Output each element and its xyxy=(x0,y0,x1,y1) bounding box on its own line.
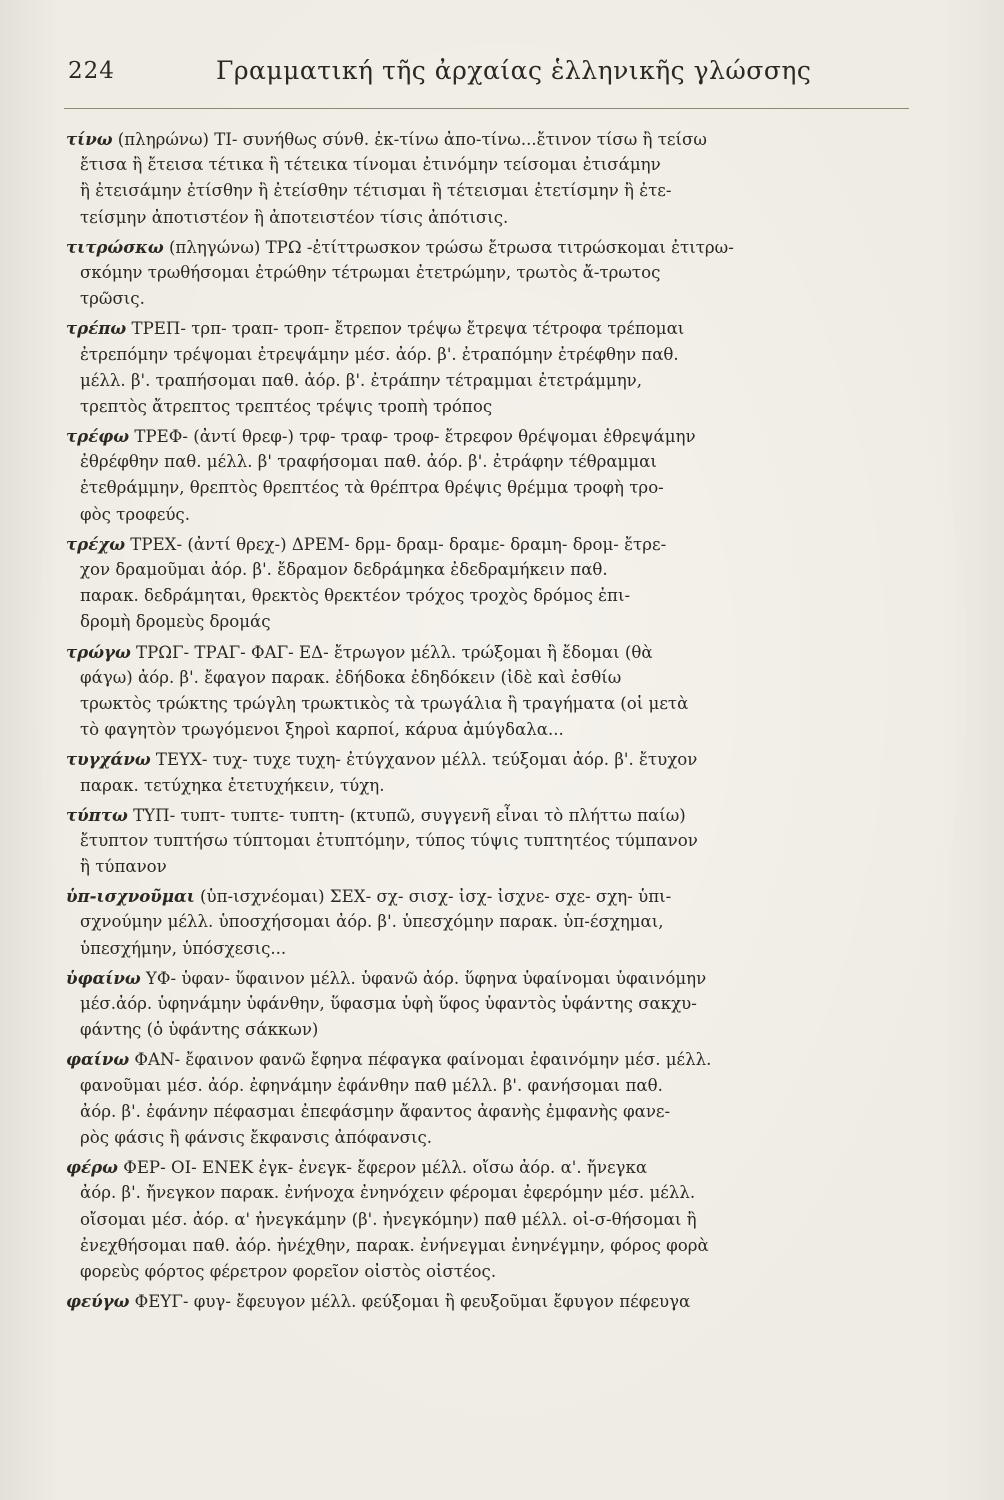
entry-fero xyxy=(66,1154,904,1285)
entry-line: δρομὴ δρομεὺς δρομάς xyxy=(80,612,271,632)
entry-typto xyxy=(66,802,904,881)
entry-line: ΤΡΕΠ- τρπ- τραπ- τροπ- ἔτρεπον τρέψω ἔτρεψα τέτροφα τρέπομαι xyxy=(131,319,685,339)
entry-line: (πληρώνω) ΤΙ- συνήθως σύνθ. ἐκ-τίνω ἀπο-τίνω...ἔτινον τίσω ἢ τείσω xyxy=(117,130,707,149)
entry-headword: τιτρώσκω xyxy=(66,236,164,257)
entry-line: μέσ.ἀόρ. ὑφηνάμην ὑφάνθην, ὕφασμα ὑφὴ ὕφος ὑφαντὸς ὑφάντης σακχυ- xyxy=(80,994,697,1013)
page-header xyxy=(68,56,898,102)
entry-line: τρῶσις. xyxy=(80,289,145,309)
entry-line: ΤΡΕΧ- (ἀντί θρεχ-) ΔΡΕΜ- δρμ- δραμ- δραμε- δραμη- δρομ- ἔτρε- xyxy=(130,534,667,554)
entry-line: ὑπεσχήμην, ὑπόσχεσις... xyxy=(80,938,287,958)
entry-headword: τύπτω xyxy=(66,804,128,825)
entry-line: (πληγώνω) ΤΡΩ -ἐτίττρωσκον τρώσω ἔτρωσα τιτρώσκομαι ἐτιτρω- xyxy=(168,237,734,257)
entry-yfaino xyxy=(66,965,904,1044)
entry-trefo xyxy=(66,423,904,528)
entry-line: παρακ. τετύχηκα ἐτετυχήκειν, τύχη. xyxy=(80,775,385,795)
entry-headword: τυγχάνω xyxy=(66,749,151,770)
entry-line: ἔτυπτον τυπτήσω τύπτομαι ἐτυπτόμην, τύπος τύψις τυπτητέος τύμπανον xyxy=(80,830,698,850)
entry-line: ἐθρέφθην παθ. μέλλ. β' τραφήσομαι παθ. ἀόρ. β'. ἐτράφην τέθραμμαι xyxy=(80,452,657,472)
entry-line: ἢ ἐτεισάμην ἐτίσθην ἢ ἐτείσθην τέτισμαι ἢ τέτεισμαι ἐτετίσμην ἢ ἐτε- xyxy=(80,181,672,201)
entry-headword: φαίνω xyxy=(66,1049,130,1070)
entry-headword: τρέπω xyxy=(66,318,127,339)
entry-line: τρωκτὸς τρώκτης τρώγλη τρωκτικὸς τὰ τρωγάλια ἢ τραγήματα (οἱ μετὰ xyxy=(80,693,689,713)
entry-line: ἢ τύπανον xyxy=(80,857,167,877)
entry-line: φάντης (ὁ ὑφάντης σάκκων) xyxy=(80,1020,319,1040)
entry-headword: ὑπ-ισχνοῦμαι xyxy=(66,886,195,907)
entry-line: ΦΕΥΓ- φυγ- ἔφευγον μέλλ. φεύξομαι ἢ φευξοῦμαι ἔφυγον πέφευγα xyxy=(134,1292,691,1312)
entry-headword: τρώγω xyxy=(66,641,131,662)
entry-line: σχνούμην μέλλ. ὑποσχήσομαι ἀόρ. β'. ὑπεσχόμην παρακ. ὑπ-έσχημαι, xyxy=(80,912,664,932)
entry-line: φὸς τροφεύς. xyxy=(80,504,190,524)
dictionary-entries xyxy=(66,126,904,1317)
entry-line: ΦΑΝ- ἔφαινον φανῶ ἔφηνα πέφαγκα φαίνομαι ἐφαινόμην μέσ. μέλλ. xyxy=(134,1050,712,1070)
entry-feugo xyxy=(66,1288,904,1314)
entry-line: ἐτεθράμμην, θρεπτὸς θρεπτέος τὰ θρέπτρα θρέψις θρέμμα τροφὴ τρο- xyxy=(80,478,664,498)
entry-headword: τρέχω xyxy=(66,533,126,554)
entry-line: ἔτισα ἢ ἔτεισα τέτικα ἢ τέτεικα τίνομαι ἐτινόμην τείσομαι ἐτισάμην xyxy=(80,155,661,175)
entry-line: ΤΥΠ- τυπτ- τυπτε- τυπτη- (κτυπῶ, συγγενῆ εἶναι τὸ πλήττω παίω) xyxy=(133,805,686,825)
entry-line: ἀόρ. β'. ἐφάνην πέφασμαι ἐπεφάσμην ἄφαντος ἀφανὴς ἐμφανὴς φανε- xyxy=(80,1101,671,1121)
entry-line: ΦΕΡ- ΟΙ- ΕΝΕΚ ἐγκ- ἐνεγκ- ἔφερον μέλλ. οἴσω ἀόρ. α'. ἤνεγκα xyxy=(123,1158,648,1178)
running-title: Γραμματική τῆς ἀρχαίας ἑλληνικῆς γλώσσης xyxy=(216,56,812,85)
entry-yp-ischnoumai xyxy=(66,883,904,962)
entry-titrosko xyxy=(66,234,904,313)
page-number: 224 xyxy=(68,58,115,84)
entry-tynchano xyxy=(66,746,904,798)
entry-line: ΥΦ- ὑφαν- ὕφαινον μέλλ. ὑφανῶ ἀόρ. ὕφηνα ὑφαίνομαι ὑφαινόμην xyxy=(145,968,707,988)
entry-line: φανοῦμαι μέσ. ἀόρ. ἐφηνάμην ἐφάνθην παθ μέλλ. β'. φανήσομαι παθ. xyxy=(80,1075,663,1095)
entry-line: ΤΡΩΓ- ΤΡΑΓ- ΦΑΓ- ΕΔ- ἔτρωγον μέλλ. τρώξομαι ἢ ἔδομαι (θὰ xyxy=(136,642,653,662)
entry-line: παρακ. δεδράμηται, θρεκτὸς θρεκτέον τρόχος τροχὸς δρόμος ἐπι- xyxy=(80,586,631,606)
entry-line: (ὑπ-ισχνέομαι) ΣΕΧ- σχ- σισχ- ἰσχ- ἰσχνε- σχε- σχη- ὑπι- xyxy=(200,887,672,907)
entry-headword: ὑφαίνω xyxy=(66,967,141,988)
entry-trepo xyxy=(66,315,904,420)
entry-line: φάγω) ἀόρ. β'. ἔφαγον παρακ. ἐδήδοκα ἐδηδόκειν (ἰδὲ καὶ ἐσθίω xyxy=(80,667,622,687)
entry-line: σκόμην τρωθήσομαι ἐτρώθην τέτρωμαι ἐτετρώμην, τρωτὸς ἄ-τρωτος xyxy=(80,262,661,282)
entry-line: οἴσομαι μέσ. ἀόρ. α' ἠνεγκάμην (β'. ἠνεγκόμην) παθ μέλλ. οἰ-σ-θήσομαι ἢ xyxy=(80,1209,697,1229)
entry-line: ἐνεχθήσομαι παθ. ἀόρ. ἠνέχθην, παρακ. ἐνήνεγμαι ἐνηνέγμην, φόρος φορὰ xyxy=(80,1235,709,1255)
entry-line: φορεὺς φόρτος φέρετρον φορεῖον οἰστὸς οἰστέος. xyxy=(80,1261,497,1281)
entry-line: ρὸς φάσις ἢ φάνσις ἔκφανσις ἀπόφανσις. xyxy=(80,1127,433,1147)
entry-line: τὸ φαγητὸν τρωγόμενοι ξηροὶ καρποί, κάρυα ἀμύγδαλα... xyxy=(80,720,564,740)
entry-line: τείσμην ἀποτιστέον ἢ ἀποτειστέον τίσις ἀπότισις. xyxy=(80,207,509,227)
entry-headword: φεύγω xyxy=(66,1291,130,1312)
entry-tino xyxy=(66,126,904,231)
entry-line: τρεπτὸς ἄτρεπτος τρεπτέος τρέψις τροπὴ τρόπος xyxy=(80,396,493,416)
entry-headword: τίνω xyxy=(66,129,113,149)
entry-faino xyxy=(66,1046,904,1151)
entry-headword: φέρω xyxy=(66,1157,118,1178)
entry-trogo xyxy=(66,639,904,744)
entry-trecho xyxy=(66,531,904,636)
entry-headword: τρέφω xyxy=(66,426,130,447)
entry-line: ἐτρεπόμην τρέψομαι ἐτρεψάμην μέσ. ἀόρ. β'. ἐτραπόμην ἐτρέφθην παθ. xyxy=(80,344,679,364)
header-rule xyxy=(64,108,909,109)
entry-line: ΤΡΕΦ- (ἀντί θρεφ-) τρφ- τραφ- τροφ- ἔτρεφον θρέψομαι ἐθρεψάμην xyxy=(134,427,696,447)
entry-line: ἀόρ. β'. ἤνεγκον παρακ. ἐνήνοχα ἐνηνόχειν φέρομαι ἐφερόμην μέσ. μέλλ. xyxy=(80,1183,696,1203)
entry-line: μέλλ. β'. τραπήσομαι παθ. ἀόρ. β'. ἐτράπην τέτραμμαι ἐτετράμμην, xyxy=(80,370,643,390)
entry-line: χον δραμοῦμαι ἀόρ. β'. ἔδραμον δεδράμηκα ἐδεδραμήκειν παθ. xyxy=(80,560,608,579)
entry-line: ΤΕΥΧ- τυχ- τυχε τυχη- ἐτύγχανον μέλλ. τεύξομαι ἀόρ. β'. ἔτυχον xyxy=(155,750,698,770)
